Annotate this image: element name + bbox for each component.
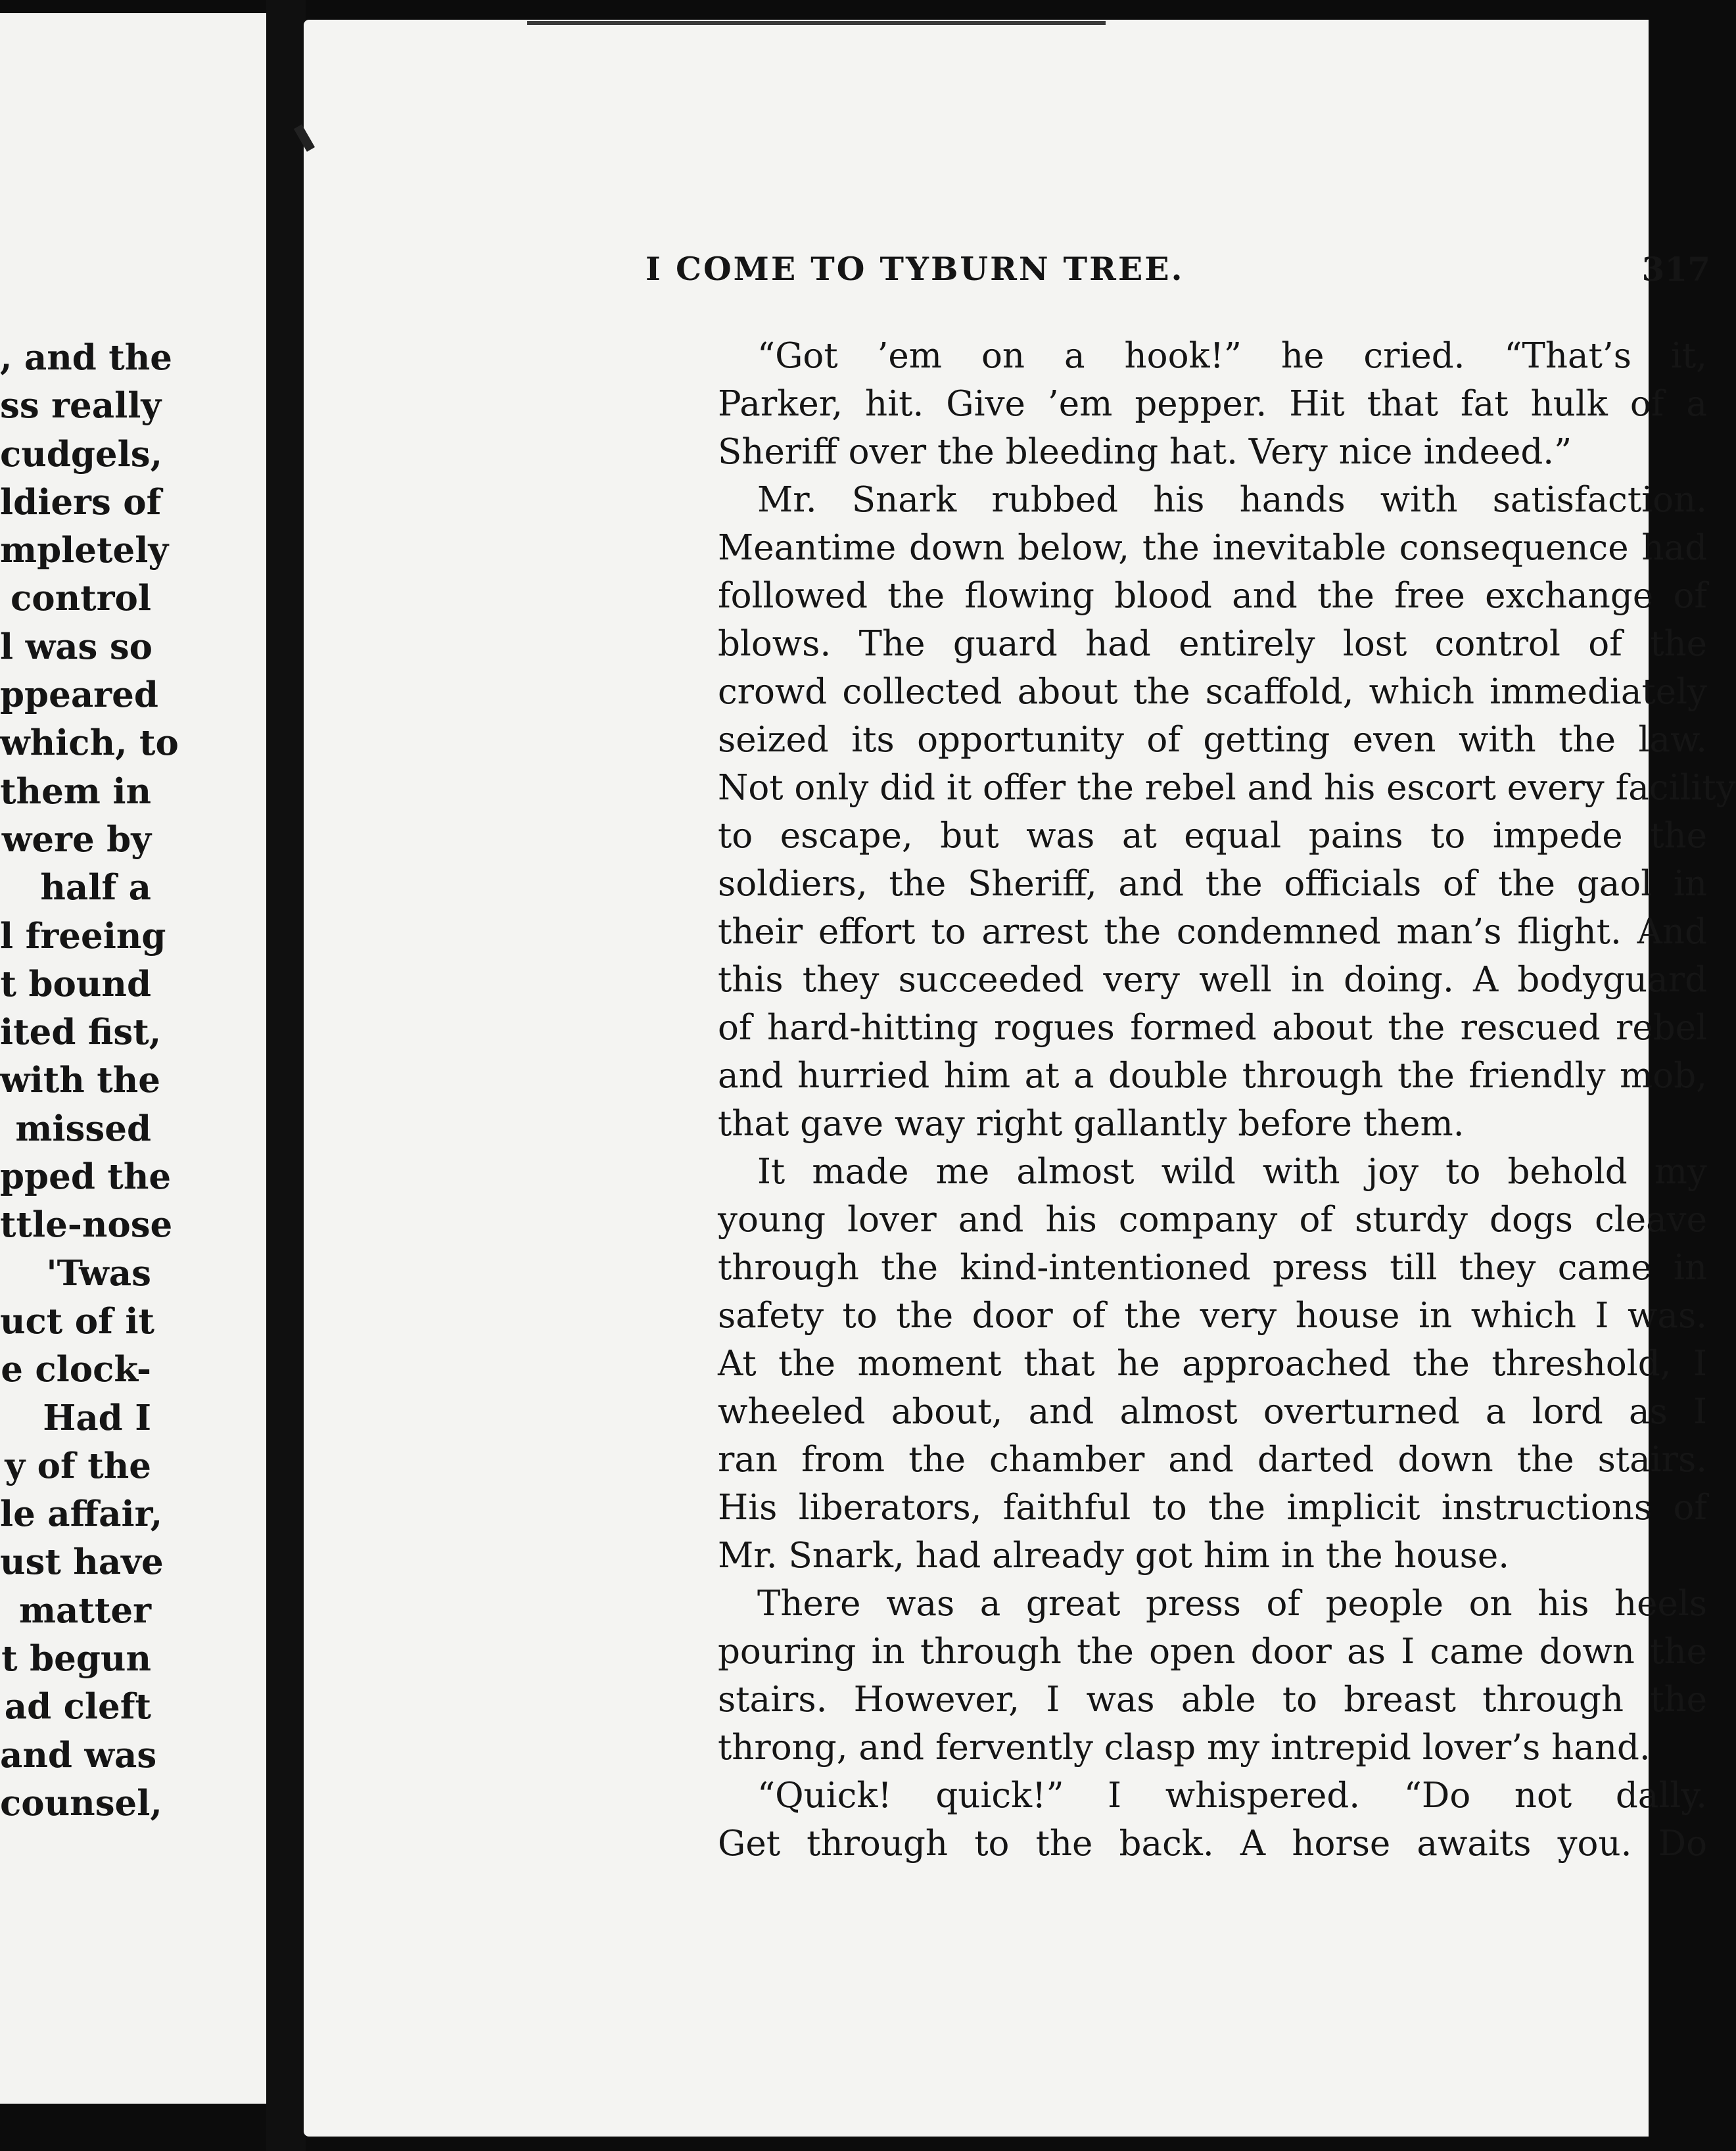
left-line: pped the: [0, 1156, 172, 1198]
left-line: ad cleft: [4, 1686, 151, 1728]
left-line: which, to: [0, 722, 179, 764]
running-head-title: I COME TO TYBURN TREE.: [645, 250, 1185, 288]
text-line: His liberators, faithful to the implicit instructions of: [718, 1488, 1707, 1528]
right-page: [304, 20, 1736, 2137]
text-line: Not only did it offer the rebel and his escort every facility: [718, 768, 1736, 808]
left-line: ppeared: [0, 674, 158, 716]
text-line: There was a great press of people on his heels: [757, 1584, 1707, 1624]
text-line: their effort to arrest the condemned man’s flight. And: [718, 912, 1707, 952]
text-line: to escape, but was at equal pains to impede the: [718, 816, 1707, 856]
left-line: with the: [0, 1060, 160, 1101]
left-line: control: [10, 578, 151, 619]
text-line: crowd collected about the scaffold, which immediately: [718, 672, 1707, 712]
text-line: and hurried him at a double through the friendly mob,: [718, 1056, 1707, 1096]
left-page-text: [0, 334, 179, 1828]
left-line: cudgels,: [0, 433, 163, 475]
book-gutter: [266, 0, 306, 2151]
left-line: ited fist,: [0, 1012, 162, 1053]
left-line: , and the: [0, 337, 173, 378]
left-line: and was: [0, 1734, 157, 1776]
text-line: throng, and fervently clasp my intrepid lover’s hand.: [718, 1728, 1651, 1768]
left-line: matter: [18, 1590, 151, 1631]
left-line: l was so: [0, 626, 153, 667]
left-line: 'Twas: [46, 1252, 151, 1294]
running-head: [645, 250, 1710, 309]
text-line: Mr. Snark rubbed his hands with satisfaction.: [757, 480, 1707, 520]
top-edge-rule: [527, 21, 1106, 25]
left-line: half a: [40, 867, 151, 909]
text-line: wheeled about, and almost overturned a lord as I: [718, 1392, 1707, 1432]
left-line: y of the: [5, 1445, 151, 1486]
text-line: At the moment that he approached the threshold, I: [718, 1344, 1707, 1384]
left-line: missed: [15, 1108, 151, 1149]
text-line: soldiers, the Sheriff, and the officials of the gaol in: [718, 864, 1707, 904]
left-line: l freeing: [0, 915, 166, 957]
text-line: “Quick! quick!” I whispered. “Do not dally.: [757, 1776, 1707, 1816]
page-number: 317: [1641, 250, 1710, 289]
text-line: “Got ’em on a hook!” he cried. “That’s it,: [757, 336, 1707, 376]
text-line: ran from the chamber and darted down the stairs.: [718, 1440, 1707, 1480]
left-line: t bound: [0, 963, 151, 1005]
left-line: ust have: [0, 1542, 164, 1583]
text-line: safety to the door of the very house in which I was.: [718, 1296, 1707, 1336]
left-line: them in: [0, 770, 151, 812]
text-line: followed the flowing blood and the free exchange of: [718, 576, 1707, 616]
text-line: through the kind-intentioned press till they came in: [718, 1248, 1707, 1288]
left-page: [0, 13, 266, 2104]
text-line: Parker, hit. Give ’em pepper. Hit that fat hulk of a: [718, 384, 1707, 424]
text-line: pouring in through the open door as I came down the: [718, 1632, 1707, 1672]
text-line: Sheriff over the bleeding hat. Very nice indeed.”: [718, 432, 1572, 472]
left-line: Had I: [43, 1397, 151, 1438]
left-line: were by: [1, 818, 151, 860]
left-line: uct of it: [0, 1300, 154, 1342]
text-line: that gave way right gallantly before them.: [718, 1104, 1465, 1144]
left-line: t begun: [1, 1638, 151, 1680]
text-line: Get through to the back. A horse awaits you. Do: [718, 1824, 1707, 1864]
left-line: mpletely: [0, 530, 169, 571]
text-line: seized its opportunity of getting even with the law.: [718, 720, 1707, 760]
text-line: Mr. Snark, had already got him in the house.: [718, 1536, 1510, 1576]
text-line: this they succeeded very well in doing. A bodyguard: [718, 960, 1707, 1000]
text-line: Meantime down below, the inevitable consequence had: [718, 528, 1707, 568]
left-line: ldiers of: [0, 481, 162, 523]
text-line: of hard-hitting rogues formed about the rescued rebel: [718, 1008, 1707, 1048]
left-line: counsel,: [0, 1782, 162, 1824]
left-line: ss really: [0, 385, 162, 427]
left-line: e clock-: [1, 1349, 151, 1390]
text-line: It made me almost wild with joy to behold my: [757, 1152, 1707, 1192]
left-line: le affair,: [0, 1494, 163, 1535]
body-text: [718, 332, 1736, 1868]
text-line: young lover and his company of sturdy dogs cleave: [718, 1200, 1707, 1240]
text-line: blows. The guard had entirely lost control of the: [718, 624, 1707, 664]
text-line: stairs. However, I was able to breast through the: [718, 1680, 1707, 1720]
left-line: ttle-nose: [0, 1204, 173, 1246]
